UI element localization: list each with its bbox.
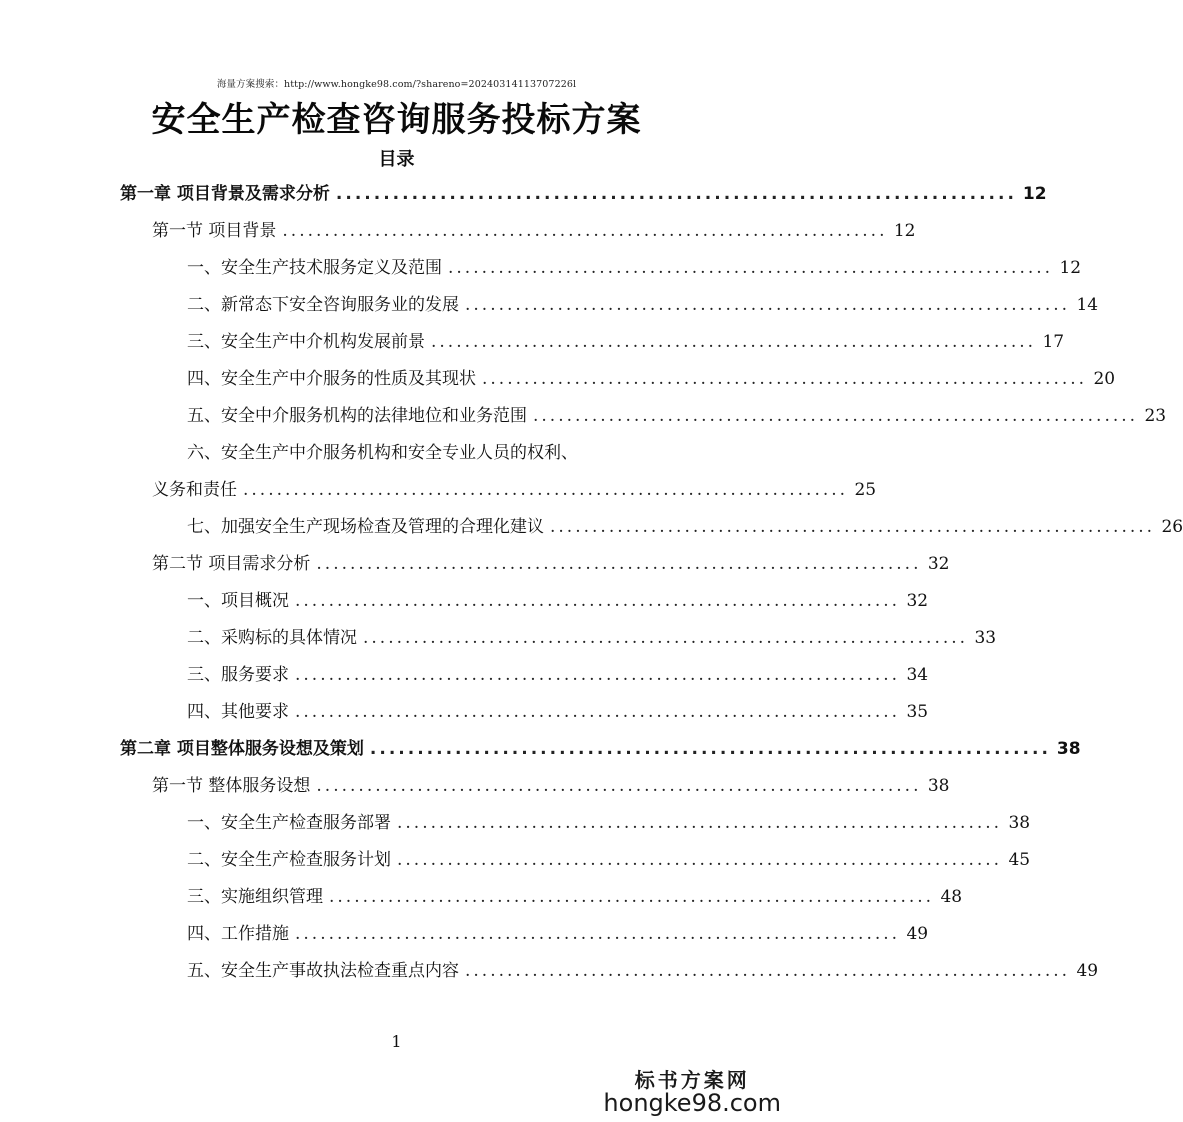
- toc-entry-label: 三、安全生产中介机构发展前景: [187, 332, 425, 352]
- dot-leader: ........................................................................: [363, 628, 969, 648]
- toc-entry-page: 32: [927, 554, 950, 574]
- site-watermark: [603, 1067, 781, 1117]
- dot-leader: ........................................................................: [369, 739, 1051, 759]
- toc-entry-page: 38: [1056, 739, 1081, 759]
- dot-leader: ........................................................................: [533, 406, 1139, 426]
- toc-entry-item[interactable]: [187, 253, 1082, 283]
- toc-entry-label: 二、安全生产检查服务计划: [187, 850, 391, 870]
- toc-entry-page: 23: [1144, 406, 1167, 426]
- dot-leader: ........................................................................: [431, 332, 1037, 352]
- toc-entry-item[interactable]: [187, 401, 1167, 431]
- toc-entry-label: 第一章 项目背景及需求分析: [120, 184, 330, 204]
- toc-entry-label: 四、安全生产中介服务的性质及其现状: [187, 369, 476, 389]
- toc-entry-label: 第二章 项目整体服务设想及策划: [120, 739, 364, 759]
- toc-entry-page: 12: [1022, 184, 1047, 204]
- toc-entry-section-1-1[interactable]: [152, 216, 916, 246]
- toc-entry-label: 五、安全生产事故执法检查重点内容: [187, 961, 459, 981]
- page-number: 1: [391, 1032, 402, 1051]
- dot-leader: ........................................................................: [550, 517, 1156, 537]
- toc-entry-chapter-1[interactable]: [120, 179, 1047, 209]
- toc-entry-page: 35: [906, 702, 929, 722]
- toc-entry-item[interactable]: [187, 919, 929, 949]
- toc-heading: 目录: [378, 149, 415, 170]
- source-link-text[interactable]: 海量方案搜索：http://www.hongke98.com/?shareno=20240314113707226l: [216, 79, 577, 90]
- dot-leader: ........................................................................: [316, 776, 922, 796]
- toc-entry-page: 48: [940, 887, 963, 907]
- toc-entry-item[interactable]: [187, 660, 929, 690]
- toc-entry-page: 45: [1008, 850, 1031, 870]
- toc-entry-section-1-2[interactable]: [152, 549, 950, 579]
- toc-entry-page: 38: [1008, 813, 1031, 833]
- toc-entry-label: 第一节 项目背景: [152, 221, 277, 241]
- toc-entry-page: 14: [1076, 295, 1099, 315]
- toc-entry-item[interactable]: [187, 808, 1031, 838]
- toc-entry-item[interactable]: [187, 845, 1031, 875]
- toc-entry-page: 38: [927, 776, 950, 796]
- dot-leader: ........................................................................: [482, 369, 1088, 389]
- toc-entry-page: 33: [974, 628, 997, 648]
- toc-entry-item[interactable]: [187, 327, 1065, 357]
- toc-entry-item[interactable]: [187, 290, 1099, 320]
- toc-entry-page: 49: [906, 924, 929, 944]
- toc-entry-label: 二、新常态下安全咨询服务业的发展: [187, 295, 459, 315]
- toc-entry-label: 二、采购标的具体情况: [187, 628, 357, 648]
- dot-leader: ........................................................................: [295, 591, 901, 611]
- toc-entry-label: 五、安全中介服务机构的法律地位和业务范围: [187, 406, 527, 426]
- toc-entry-label: 七、加强安全生产现场检查及管理的合理化建议: [187, 517, 544, 537]
- toc-entry-label: 四、其他要求: [187, 702, 289, 722]
- toc-entry-label: 一、安全生产检查服务部署: [187, 813, 391, 833]
- watermark-domain-text: hongke98.com: [603, 1088, 781, 1117]
- toc-entry-label: 义务和责任: [152, 480, 237, 500]
- toc-entry-label: 三、服务要求: [187, 665, 289, 685]
- toc-entry-item[interactable]: [187, 586, 929, 616]
- toc-entry-label: 四、工作措施: [187, 924, 289, 944]
- toc-entry-item[interactable]: [187, 623, 997, 653]
- toc-entry-item[interactable]: [187, 956, 1099, 986]
- toc-entry-page: 26: [1161, 517, 1183, 537]
- toc-entry-item[interactable]: [187, 512, 1183, 542]
- toc-entry-page: 17: [1042, 332, 1065, 352]
- toc-entry-label: 一、安全生产技术服务定义及范围: [187, 258, 442, 278]
- toc-entry-label: 第一节 整体服务设想: [152, 776, 311, 796]
- dot-leader: ........................................................................: [295, 702, 901, 722]
- toc-entry-page: 34: [906, 665, 929, 685]
- dot-leader: ........................................................................: [465, 961, 1071, 981]
- document-title: 安全生产检查咨询服务投标方案: [151, 100, 642, 140]
- watermark-brand-text: 标书方案网: [634, 1067, 750, 1092]
- dot-leader: ........................................................................: [316, 554, 922, 574]
- toc-entry-page: 12: [893, 221, 916, 241]
- toc-entry-item[interactable]: [152, 475, 877, 505]
- toc-entry-page: 12: [1059, 258, 1082, 278]
- toc-entry-page: 49: [1076, 961, 1099, 981]
- dot-leader: ........................................................................: [295, 924, 901, 944]
- toc-entry-page: 25: [854, 480, 877, 500]
- dot-leader: ........................................................................: [465, 295, 1071, 315]
- dot-leader: ........................................................................: [243, 480, 849, 500]
- dot-leader: ........................................................................: [335, 184, 1017, 204]
- toc-entry-item[interactable]: [187, 882, 963, 912]
- toc-entry-page: 32: [906, 591, 929, 611]
- dot-leader: ........................................................................: [282, 221, 888, 241]
- toc-entry-item[interactable]: [187, 364, 1116, 394]
- dot-leader: ........................................................................: [448, 258, 1054, 278]
- dot-leader: ........................................................................: [397, 850, 1003, 870]
- toc-entry-label: 一、项目概况: [187, 591, 289, 611]
- dot-leader: ........................................................................: [295, 665, 901, 685]
- toc-entry-page: 20: [1093, 369, 1116, 389]
- toc-entry-chapter-2[interactable]: [120, 734, 1081, 764]
- toc-entry-section-2-1[interactable]: [152, 771, 950, 801]
- dot-leader: ........................................................................: [397, 813, 1003, 833]
- toc-entry-label: 第二节 项目需求分析: [152, 554, 311, 574]
- dot-leader: ........................................................................: [329, 887, 935, 907]
- toc-entry-wrapped-line[interactable]: 六、安全生产中介服务机构和安全专业人员的权利、: [187, 443, 578, 463]
- toc-entry-item[interactable]: [187, 697, 929, 727]
- toc-entry-label: 三、实施组织管理: [187, 887, 323, 907]
